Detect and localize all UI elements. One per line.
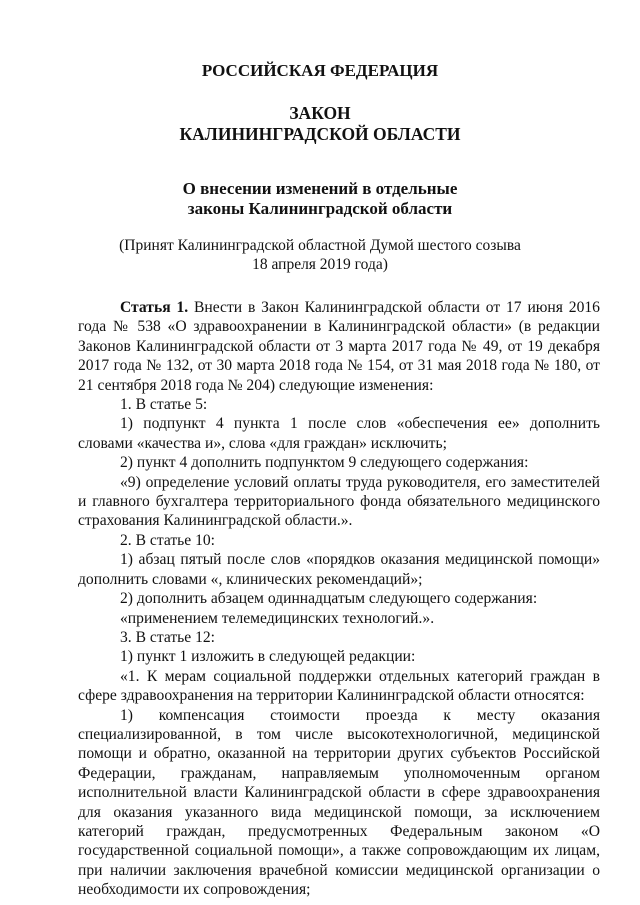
paragraph-2: 1) подпункт 4 пункта 1 после слов «обеспечения ее» дополнить словами «качества и», слова «для граждан» исключить; — [78, 415, 600, 452]
paragraph-4: «9) определение условий оплаты труда руководителя, его заместителей и главного бухгалтера территориального фонда обязательного медицинского страхования Калининградской области.». — [78, 473, 600, 530]
paragraph-11: «1. К мерам социальной поддержки отдельных категорий граждан в сфере здравоохранения на территории Калининградской области относятся: — [78, 667, 600, 705]
law-title-line-1: О внесении изменений в отдельные — [182, 179, 458, 198]
law-title-line-2: законы Калининградской области — [187, 199, 453, 218]
paragraph-9: 3. В статье 12: — [120, 628, 216, 646]
article-intro-text: Внести в Закон Калининградской области от 17 июня 2016 года № 538 «О здравоохранении в Калининградской области» (в редакции Законов Калининградской области от 3 марта 2017 года № 49, от 19 декабря 2017 года № 132, от 30 марта 2018 года № 154, от 31 мая 2018 года № 180, от 21 сентября 2018 года № 204) следующие изменения: — [78, 299, 600, 394]
paragraph-3: 2) пункт 4 дополнить подпунктом 9 следующего содержания: — [120, 454, 529, 472]
country-heading: РОССИЙСКАЯ ФЕДЕРАЦИЯ — [201, 61, 439, 80]
paragraph-6: 1) абзац пятый после слов «порядков оказания медицинской помощи» дополнить словами «, клинических рекомендаций»; — [78, 551, 600, 588]
region-heading: КАЛИНИНГРАДСКОЙ ОБЛАСТИ — [179, 124, 461, 144]
paragraph-7: 2) дополнить абзацем одиннадцатым следующего содержания: — [120, 590, 538, 608]
law-body — [78, 298, 600, 900]
adoption-note-line-1: (Принят Калининградской областной Думой шестого созыва — [119, 237, 521, 254]
paragraph-12: 1) компенсация стоимости проезда к месту оказания специализированной, в том числе высокотехнологичной, медицинской помощи и обратно, оказанной на территории других субъектов Российской Федерации, гражданам, направляемым уполномоченным органом исполнительной власти Калининградской области в сфере здравоохранения для оказания указанного вида медицинской помощи, за исключением категорий граждан, предусмотренных Федеральным законом «О государственной социальной помощи», а также сопровождающим их лицам, при наличии заключения врачебной комиссии медицинской организации о необходимости их сопровождения; — [78, 706, 600, 899]
paragraph-5: 2. В статье 10: — [120, 531, 216, 549]
adoption-note-line-2: 18 апреля 2019 года) — [252, 256, 388, 273]
paragraph-1: 1. В статье 5: — [120, 396, 208, 414]
article-label: Статья 1. — [120, 299, 189, 316]
paragraph-8: «применением телемедицинских технологий.». — [120, 609, 435, 627]
article-1-paragraph — [78, 298, 600, 395]
paragraph-10: 1) пункт 1 изложить в следующей редакции: — [120, 648, 416, 666]
law-heading: ЗАКОН — [289, 103, 351, 123]
